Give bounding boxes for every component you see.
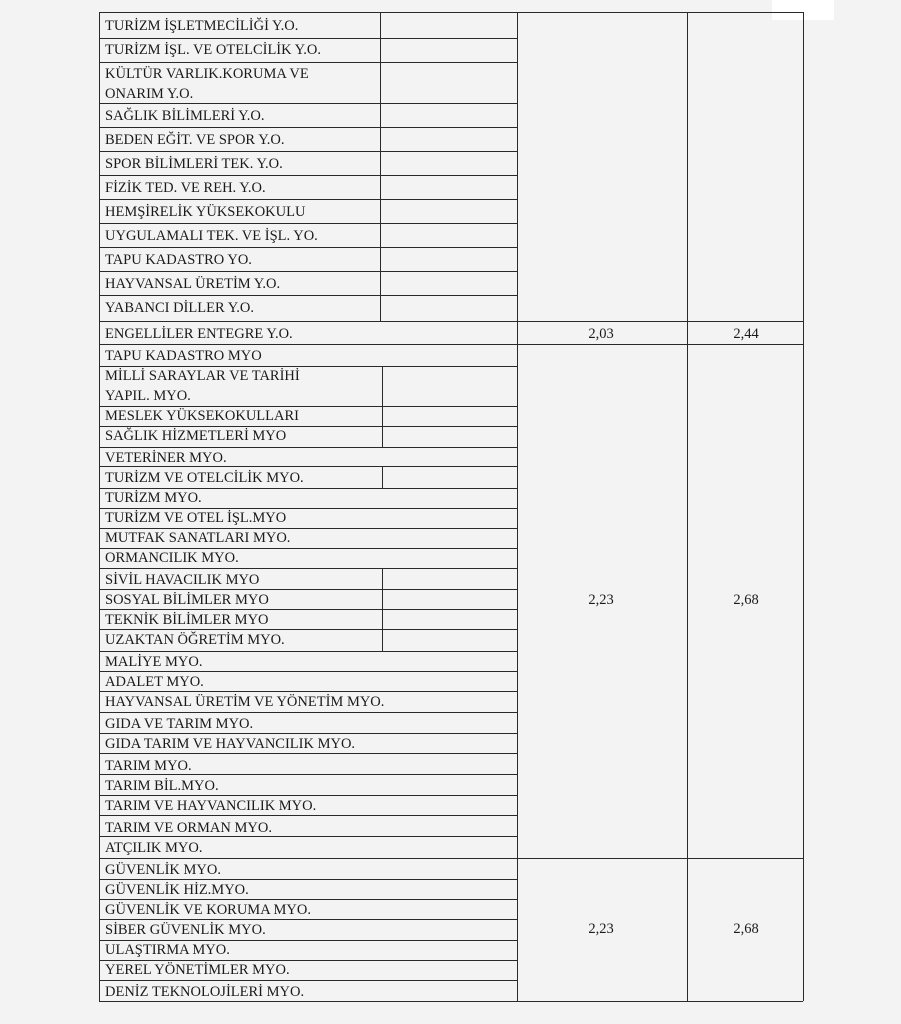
- group-3-value-2: 2,68: [733, 921, 759, 937]
- table-row-label: SİVİL HAVACILIK MYO: [105, 572, 260, 588]
- table-row-label: BEDEN EĞİT. VE SPOR Y.O.: [105, 132, 285, 148]
- group-separator: [517, 344, 803, 345]
- table-row-label: ONARIM Y.O.: [105, 86, 194, 102]
- table-row-label: ENGELLİLER ENTEGRE Y.O.: [105, 326, 293, 342]
- table-row-label: TEKNİK BİLİMLER MYO: [105, 612, 269, 628]
- row-divider: [99, 406, 517, 407]
- group-2-value-1: 2,23: [588, 592, 614, 608]
- table-row-label: VETERİNER MYO.: [105, 450, 227, 466]
- table-row-label: TURİZM İŞLETMECİLİĞİ Y.O.: [105, 18, 299, 34]
- row-divider: [99, 919, 517, 920]
- row-divider: [99, 651, 517, 652]
- table-right-border: [803, 12, 804, 1001]
- table-bottom-border: [99, 1001, 803, 1002]
- row-divider: [99, 295, 517, 296]
- table-row-label: GÜVENLİK MYO.: [105, 862, 221, 878]
- table-row-label: TARIM VE ORMAN MYO.: [105, 820, 272, 836]
- row-divider: [99, 366, 517, 367]
- row-divider: [99, 879, 517, 880]
- table-row-label: TAPU KADASTRO MYO: [105, 348, 262, 364]
- row-divider: [99, 609, 517, 610]
- table-top-border: [99, 12, 803, 13]
- table-row-label: SPOR BİLİMLERİ TEK. Y.O.: [105, 156, 283, 172]
- sub-column-divider: [380, 12, 381, 321]
- row-divider: [99, 774, 517, 775]
- row-divider: [99, 815, 517, 816]
- table-row-label: UYGULAMALI TEK. VE İŞL. YO.: [105, 228, 318, 244]
- table-row-label: MİLLİ SARAYLAR VE TARİHİ: [105, 368, 300, 384]
- table-row-label: GÜVENLİK HİZ.MYO.: [105, 882, 249, 898]
- row-divider: [99, 795, 517, 796]
- row-divider: [99, 38, 517, 39]
- column-divider-2: [687, 12, 688, 1001]
- group-2-value-2: 2,68: [733, 592, 759, 608]
- row-divider: [99, 980, 517, 981]
- row-divider: [99, 629, 517, 630]
- row-divider: [99, 753, 517, 754]
- row-divider: [99, 712, 517, 713]
- table-row-label: MALİYE MYO.: [105, 654, 203, 670]
- row-divider: [99, 858, 517, 859]
- table-row-label: GIDA VE TARIM MYO.: [105, 716, 254, 732]
- row-divider: [99, 733, 517, 734]
- table-row-label: TURİZM VE OTEL İŞL.MYO: [105, 510, 287, 526]
- table-row-label: SOSYAL BİLİMLER MYO: [105, 592, 269, 608]
- table-row-label: SAĞLIK HİZMETLERİ MYO: [105, 428, 287, 444]
- table-row-label: TARIM BİL.MYO.: [105, 778, 219, 794]
- table-row-label: YABANCI DİLLER Y.O.: [105, 300, 255, 316]
- row-divider: [99, 247, 517, 248]
- row-divider: [99, 568, 517, 569]
- row-divider: [99, 691, 517, 692]
- row-divider: [99, 271, 517, 272]
- table-row-label: HEMŞİRELİK YÜKSEKOKULU: [105, 204, 306, 220]
- group-1-value-1: 2,03: [588, 326, 614, 342]
- table-row-label: GÜVENLİK VE KORUMA MYO.: [105, 902, 311, 918]
- row-divider: [99, 447, 517, 448]
- table-row-label: SİBER GÜVENLİK MYO.: [105, 922, 266, 938]
- table-row-label: YAPIL. MYO.: [105, 388, 191, 404]
- table-row-label: TURİZM MYO.: [105, 490, 202, 506]
- table-row-label: ADALET MYO.: [105, 674, 204, 690]
- group-3-value-1: 2,23: [588, 921, 614, 937]
- table-row-label: YEREL YÖNETİMLER MYO.: [105, 962, 290, 978]
- column-divider-1: [517, 12, 518, 1001]
- table-row-label: MUTFAK SANATLARI MYO.: [105, 530, 291, 546]
- row-divider: [99, 508, 517, 509]
- table-row-label: ULAŞTIRMA MYO.: [105, 942, 230, 958]
- group-1-value-2: 2,44: [733, 326, 759, 342]
- row-divider: [99, 488, 517, 489]
- table-row-label: TURİZM İŞL. VE OTELCİLİK Y.O.: [105, 42, 322, 58]
- row-divider: [99, 62, 517, 63]
- row-divider: [99, 899, 517, 900]
- table-row-label: KÜLTÜR VARLIK.KORUMA VE: [105, 66, 309, 82]
- table-row-label: TAPU KADASTRO YO.: [105, 252, 252, 268]
- table-row-label: GIDA TARIM VE HAYVANCILIK MYO.: [105, 736, 356, 752]
- table-left-border: [99, 12, 100, 1001]
- row-divider: [99, 175, 517, 176]
- table-row-label: TARIM VE HAYVANCILIK MYO.: [105, 798, 317, 814]
- group-separator: [517, 321, 803, 322]
- row-divider: [99, 223, 517, 224]
- table-row-label: HAYVANSAL ÜRETİM Y.O.: [105, 276, 281, 292]
- table-row-label: TURİZM VE OTELCİLİK MYO.: [105, 470, 304, 486]
- table-row-label: FİZİK TED. VE REH. Y.O.: [105, 180, 266, 196]
- row-divider: [99, 103, 517, 104]
- group-separator: [517, 858, 803, 859]
- row-divider: [99, 940, 517, 941]
- row-divider: [99, 836, 517, 837]
- table-row-label: TARIM MYO.: [105, 758, 192, 774]
- row-divider: [99, 528, 517, 529]
- table-row-label: SAĞLIK BİLİMLERİ Y.O.: [105, 108, 265, 124]
- row-divider: [99, 199, 517, 200]
- row-divider: [99, 960, 517, 961]
- table-row-label: DENİZ TEKNOLOJİLERİ MYO.: [105, 984, 305, 1000]
- row-divider: [99, 321, 517, 322]
- sub-column-divider: [382, 466, 383, 488]
- table-row-label: UZAKTAN ÖĞRETİM MYO.: [105, 632, 285, 648]
- table-row-label: ATÇILIK MYO.: [105, 840, 203, 856]
- table-row-label: MESLEK YÜKSEKOKULLARI: [105, 408, 299, 424]
- row-divider: [99, 344, 517, 345]
- table-row-label: HAYVANSAL ÜRETİM VE YÖNETİM MYO.: [105, 694, 385, 710]
- row-divider: [99, 589, 517, 590]
- row-divider: [99, 548, 517, 549]
- row-divider: [99, 127, 517, 128]
- row-divider: [99, 466, 517, 467]
- row-divider: [99, 671, 517, 672]
- row-divider: [99, 426, 517, 427]
- table-row-label: ORMANCILIK MYO.: [105, 550, 239, 566]
- row-divider: [99, 151, 517, 152]
